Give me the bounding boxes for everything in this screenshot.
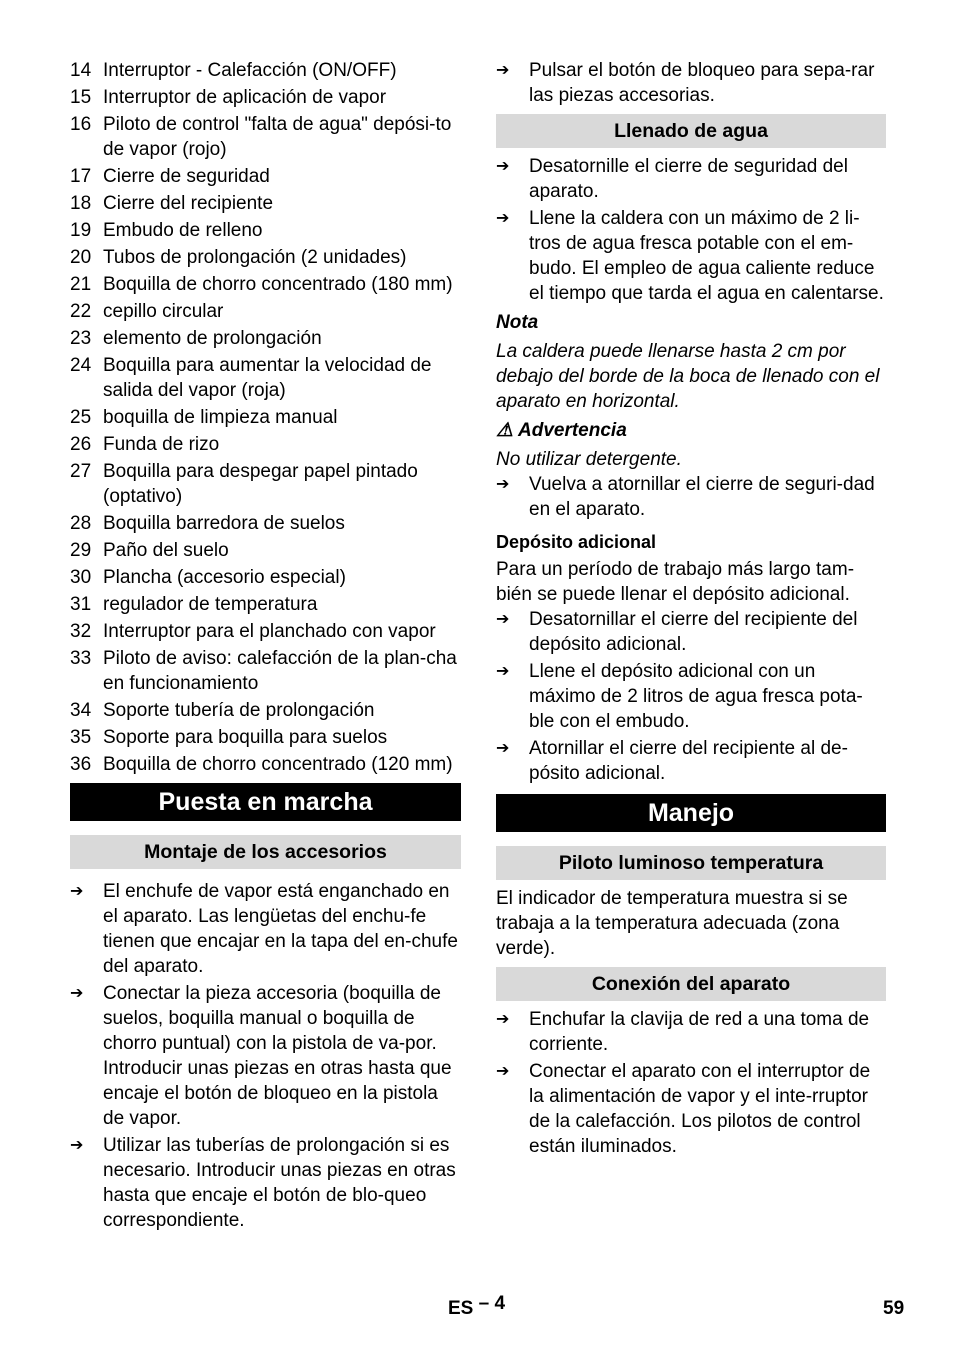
list-item: 34 Soporte tubería de prolongación: [70, 700, 375, 721]
nota-text: La caldera puede llenarse hasta 2 cm por debajo del borde de la boca de llenado con el aparato en horizontal.: [496, 341, 880, 412]
conexion-bullets: [496, 1007, 886, 1159]
bullet-item: ➔ Pulsar el botón de bloqueo para sepa-rar las piezas accesorias.: [496, 60, 875, 106]
list-item: 29 Paño del suelo: [70, 540, 229, 561]
arrow-icon: ➔: [496, 611, 510, 628]
right-column: [496, 58, 886, 1161]
list-item: 33 Piloto de aviso: calefacción de la plan-cha en funcionamiento: [70, 648, 457, 694]
bullet-item: ➔ Atornillar el cierre del recipiente al de-pósito adicional.: [496, 738, 848, 784]
list-item: 21 Boquilla de chorro concentrado (180 mm): [70, 274, 453, 295]
advertencia-label: Advertencia: [518, 420, 627, 441]
list-item: 35 Soporte para boquilla para suelos: [70, 727, 388, 748]
list-item: 22 cepillo circular: [70, 301, 224, 322]
bullet-item: ➔ Llene el depósito adicional con un máximo de 2 litros de agua fresca pota-ble con el embudo.: [496, 661, 863, 732]
bullet-item: ➔ Utilizar las tuberías de prolongación si es necesario. Introducir unas piezas en otras hasta que encaje el botón de blo-queo correspondiente.: [70, 1135, 456, 1231]
bullet-item: ➔ Llene la caldera con un máximo de 2 li-tros de agua fresca potable con el em-budo. El empleo de agua caliente reduce el tiempo que tarda el agua en calentarse.: [496, 208, 884, 304]
bullet-item: ➔ Desatornillar el cierre del recipiente del depósito adicional.: [496, 609, 858, 655]
advertencia-text: No utilizar detergente.: [496, 449, 682, 470]
arrow-icon: ➔: [496, 663, 510, 680]
llenado-bullets: [496, 154, 886, 306]
nota-label: Nota: [496, 312, 539, 333]
list-item: 27 Boquilla para despegar papel pintado (optativo): [70, 461, 418, 507]
footer-language-section: [448, 1293, 506, 1320]
list-item: 25 boquilla de limpieza manual: [70, 407, 338, 428]
warning-icon: ⚠: [496, 420, 514, 441]
bullet-item: ➔ Desatornille el cierre de seguridad del aparato.: [496, 156, 848, 202]
footer-section: – 4: [478, 1293, 506, 1314]
list-item: 18 Cierre del recipiente: [70, 193, 274, 214]
parts-list: [70, 58, 461, 777]
list-item: 24 Boquilla para aumentar la velocidad de salida del vapor (roja): [70, 355, 432, 401]
page-number: 59: [883, 1298, 905, 1319]
list-item: 31 regulador de temperatura: [70, 594, 318, 615]
arrow-icon: ➔: [496, 1011, 510, 1028]
list-item: 36 Boquilla de chorro concentrado (120 mm): [70, 754, 453, 775]
list-item: 15 Interruptor de aplicación de vapor: [70, 87, 387, 108]
arrow-icon: ➔: [496, 1063, 510, 1080]
list-item: 20 Tubos de prolongación (2 unidades): [70, 247, 407, 268]
list-item: 26 Funda de rizo: [70, 434, 220, 455]
subsection-heading-llenado: Llenado de agua: [496, 114, 886, 148]
section-heading-puesta-en-marcha: Puesta en marcha: [70, 783, 461, 821]
piloto-text: El indicador de temperatura muestra si se trabaja a la temperatura adecuada (zona verde).: [496, 888, 848, 959]
arrow-icon: ➔: [496, 476, 510, 493]
list-item: 17 Cierre de seguridad: [70, 166, 270, 187]
list-item: 14 Interruptor - Calefacción (ON/OFF): [70, 60, 397, 81]
bullet-item: ➔ Vuelva a atornillar el cierre de seguri-dad en el aparato.: [496, 474, 875, 520]
subsection-heading-conexion: Conexión del aparato: [496, 967, 886, 1001]
list-item: 16 Piloto de control "falta de agua" depósi-to de vapor (rojo): [70, 114, 452, 160]
arrow-icon: ➔: [70, 883, 84, 900]
list-item: 28 Boquilla barredora de suelos: [70, 513, 345, 534]
subsection-heading-piloto: Piloto luminoso temperatura: [496, 846, 886, 880]
bullet-item: ➔ Enchufar la clavija de red a una toma de corriente.: [496, 1009, 870, 1055]
advertencia-heading: [496, 418, 886, 443]
bullet-item: ➔ Conectar la pieza accesoria (boquilla de suelos, boquilla manual o boquilla de chorro puntual) con la pistola de va-por. Introducir unas piezas en otras hasta que encaje el botón de bloqueo en la pistola de vapor.: [70, 983, 452, 1129]
section-heading-manejo: Manejo: [496, 794, 886, 832]
arrow-icon: ➔: [70, 1137, 84, 1154]
arrow-icon: ➔: [496, 740, 510, 757]
deposito-bullets: [496, 607, 886, 786]
list-item: 32 Interruptor para el planchado con vapor: [70, 621, 436, 642]
advertencia-bullets: [496, 472, 886, 522]
top-bullets: [496, 58, 886, 108]
footer-lang: ES: [448, 1298, 474, 1319]
deposito-heading: Depósito adicional: [496, 532, 657, 552]
arrow-icon: ➔: [496, 158, 510, 175]
list-item: 30 Plancha (accesorio especial): [70, 567, 346, 588]
left-column: [70, 58, 461, 1235]
subsection-heading-montaje: Montaje de los accesorios: [70, 835, 461, 869]
arrow-icon: ➔: [496, 62, 510, 79]
bullet-item: ➔ El enchufe de vapor está enganchado en el aparato. Las lengüetas del enchu-fe tienen que encajar en la tapa del en-chufe del aparato.: [70, 881, 458, 977]
arrow-icon: ➔: [70, 985, 84, 1002]
deposito-text: Para un período de trabajo más largo tam-bién se puede llenar el depósito adicional.: [496, 559, 855, 605]
list-item: 23 elemento de prolongación: [70, 328, 322, 349]
bullet-item: ➔ Conectar el aparato con el interruptor de la alimentación de vapor y el inte-rruptor de la calefacción. Los pilotos de control están iluminados.: [496, 1061, 871, 1157]
arrow-icon: ➔: [496, 210, 510, 227]
montaje-bullets: [70, 879, 461, 1233]
list-item: 19 Embudo de relleno: [70, 220, 263, 241]
